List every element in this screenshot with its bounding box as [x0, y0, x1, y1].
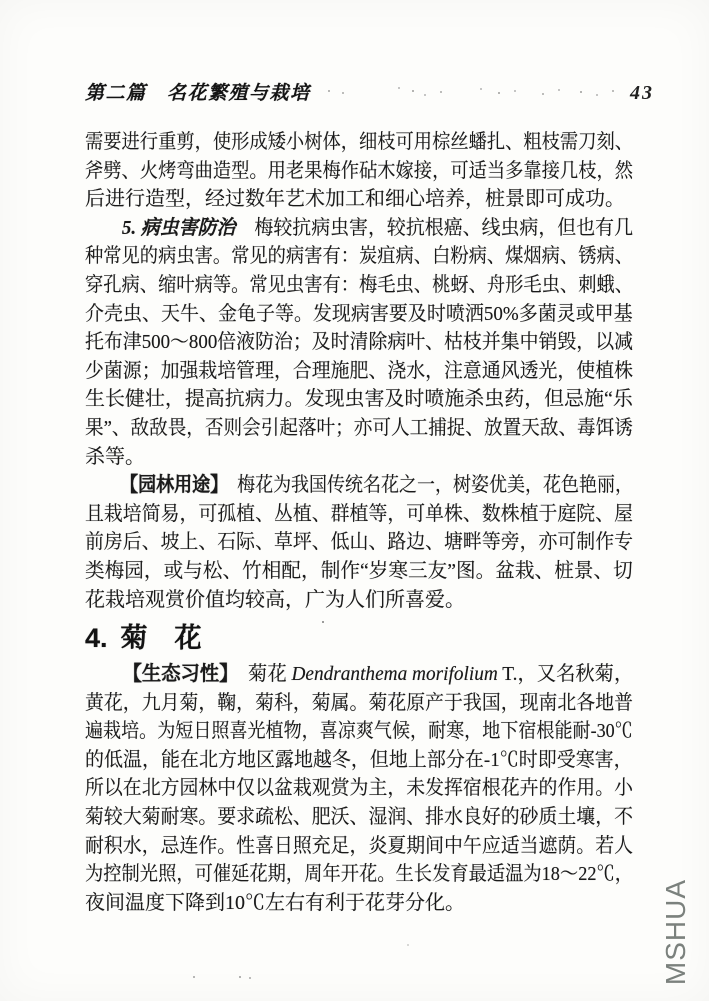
text-line [85, 746, 633, 775]
text-line [85, 860, 633, 889]
text-line [85, 471, 633, 500]
text-segment: 遍栽培。为短日照喜光植物，喜凉爽气候，耐寒，地下宿根能耐-30℃ [85, 720, 633, 743]
text-line [85, 242, 633, 271]
text-column [85, 0, 633, 917]
text-segment: 穿孔病、缩叶病等。常见虫害有：梅毛虫、桃蚜、舟形毛虫、刺蛾、 [85, 273, 633, 296]
text-line [85, 500, 633, 529]
text-line [85, 185, 633, 214]
text-segment: 黄花，九月菊，鞠，菊科，菊属。菊花原产于我国，现南北各地普 [85, 691, 633, 714]
text-segment: 类梅园，或与松、竹相配，制作“岁寒三友”图。盆栽、桩景、切 [85, 559, 633, 582]
text-line [85, 128, 633, 157]
text-line [85, 557, 633, 586]
text-line [85, 832, 633, 861]
chapter-heading [85, 621, 633, 655]
scan-artifact-dots-bottom [193, 976, 195, 978]
text-segment: 托布津500～800倍液防治；及时清除病叶、枯枝并集中销毁，以减 [85, 331, 633, 354]
text-line [85, 414, 633, 443]
text-segment: T.，又名秋菊， [497, 663, 634, 686]
text-segment: 菊花 [228, 663, 292, 686]
text-segment: 杀等。 [85, 445, 145, 468]
text-line [85, 328, 633, 357]
text-line [85, 443, 633, 472]
text-line [85, 385, 632, 414]
chapter-heading-title: 菊 花 [120, 623, 202, 654]
text-line [85, 357, 633, 386]
text-line [85, 300, 633, 329]
section-title: 第二篇 名花繁殖与栽培 [85, 83, 311, 104]
text-segment: 生长健壮，提高抗病力。发现虫害及时喷施杀虫药，但忌施“乐 [85, 388, 633, 411]
text-segment: 且栽培简易，可孤植、丛植、群植等，可单株、数株植于庭院、屋 [85, 502, 633, 525]
page-number: 43 [630, 82, 654, 104]
chapter-heading-number: 4. [85, 623, 108, 654]
text-segment: 介壳虫、天牛、金龟子等。发现病害要及时喷洒50%多菌灵或甲基 [85, 302, 633, 325]
text-line [85, 660, 634, 689]
text-segment: 【生态习性】 [122, 663, 229, 686]
text-segment: 梅花为我国传统名花之一，树姿优美，花色艳丽， [219, 474, 633, 497]
text-segment: 为控制光照，可催延花期，周年开花。生长发育最适温为18～22℃， [85, 863, 633, 886]
text-segment: 少菌源；加强栽培管理，合理施肥、浇水，注意通风透光，使植株 [85, 359, 633, 382]
text-segment: 耐积水，忌连作。性喜日照充足，炎夏期间中午应适当遮荫。若人 [85, 834, 633, 857]
text-line [85, 689, 633, 718]
text-segment: 【园林用途】 [120, 474, 220, 497]
paragraph-block-plum [85, 128, 633, 614]
latin-species-name: Dendranthema morifolium [291, 663, 498, 686]
paragraph-block-chrysanthemum [85, 660, 633, 917]
text-segment: 夜间温度下降到10℃左右有利于花芽分化。 [85, 891, 465, 914]
scan-artifact-dot-heading [322, 621, 324, 623]
text-segment: 5. 病虫害防治 [121, 216, 236, 239]
text-segment: 种常见的病虫害。常见的病害有：炭疽病、白粉病、煤烟病、锈病、 [85, 245, 633, 268]
text-segment: 斧劈、火烤弯曲造型。用老果梅作砧木嫁接，可适当多靠接几枝，然 [85, 159, 633, 182]
text-line [85, 774, 633, 803]
text-segment: 前房后、坡上、石际、草坪、低山、路边、塘畔等旁，亦可制作专 [85, 531, 633, 554]
text-segment: 花栽培观赏价值均较高，广为人们所喜爱。 [85, 588, 465, 611]
text-line [85, 528, 633, 557]
text-line [85, 271, 633, 300]
text-line [85, 717, 633, 746]
watermark-text: MSHUA [660, 878, 691, 986]
text-segment: 所以在北方园林中仅以盆栽观赏为主，未发挥宿根花卉的作用。小 [85, 777, 633, 800]
text-segment: 菊较大菊耐寒。要求疏松、肥沃、湿润、排水良好的砂质土壤，不 [85, 806, 633, 829]
text-segment: 的低温，能在北方地区露地越冬，但地上部分在-1℃时即受寒害， [85, 748, 633, 771]
text-segment: 果”、敌敌畏，否则会引起落叶；亦可人工捕捉、放置天敌、毒饵诱 [85, 416, 633, 439]
text-line [85, 157, 633, 186]
text-line [85, 803, 633, 832]
text-segment: 后进行造型，经过数年艺术加工和细心培养，桩景即可成功。 [85, 188, 625, 211]
text-segment: 梅较抗病虫害，较抗根癌、线虫病，但也有几 [235, 216, 633, 239]
text-line [85, 586, 633, 615]
text-line [85, 214, 633, 243]
text-line [85, 889, 633, 918]
watermark [650, 873, 702, 991]
text-segment: 需要进行重剪，使形成矮小树体，细枝可用棕丝蟠扎、粗枝需刀刻、 [85, 131, 633, 153]
